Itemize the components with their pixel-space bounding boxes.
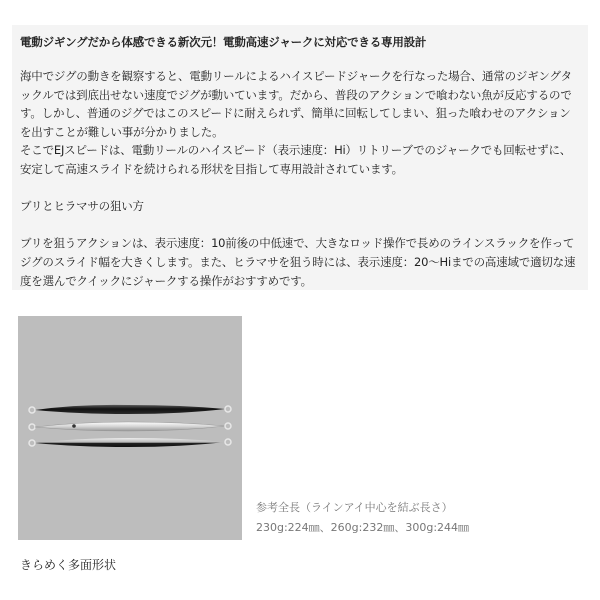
description-title: 電動ジギングだから体感できる新次元！電動高速ジャークに対応できる専用設計 xyxy=(20,35,427,49)
length-spec xyxy=(256,498,469,538)
description-paragraph-2: ブリを狙うアクションは、表示速度：10前後の中低速で、大きなロッド操作で長めのラインスラックを作ってジグのスライド幅を大きくします。また、ヒラマサを狙う時には、表示速度：20〜Hiまでの高速域で適切な速度を選んでクイックにジャークする操作がおすすめです。 xyxy=(20,236,576,288)
spacer xyxy=(20,179,580,198)
description-box xyxy=(12,25,588,290)
length-spec-label: 参考全長（ラインアイ中心を結ぶ長さ） xyxy=(256,501,453,514)
jig-illustration xyxy=(18,316,242,540)
jig-silver-black xyxy=(29,438,231,447)
description-paragraph-1: 海中でジグの動きを観察すると、電動リールによるハイスピードジャークを行なった場合、通常のジギングタックルでは到底出せない速度でジグが動いています。だから、普段のアクションで喰わない魚が反応するのです。しかし、普通のジグではこのスピードに耐えられず、簡単に回転してしまい、狙った喰わせのアクションを出すことが難しい事が分かりました。 そこでEJスピードは、電動リールのハイスピード（表示速度：Hi）リトリーブでのジャークでも回転せずに、安定して高速スライドを続けられる形状を目指して専用設計されています。 xyxy=(20,69,572,176)
jig-black xyxy=(29,405,231,414)
jig-product-photo xyxy=(18,316,242,540)
jig-silver xyxy=(29,422,231,431)
description-subheading: ブリとヒラマサの狙い方 xyxy=(20,199,144,214)
photo-caption: きらめく多面形状 xyxy=(20,558,117,572)
length-spec-values: 230g:224㎜、260g:232㎜、300g:244㎜ xyxy=(256,521,470,534)
spacer xyxy=(20,216,580,235)
